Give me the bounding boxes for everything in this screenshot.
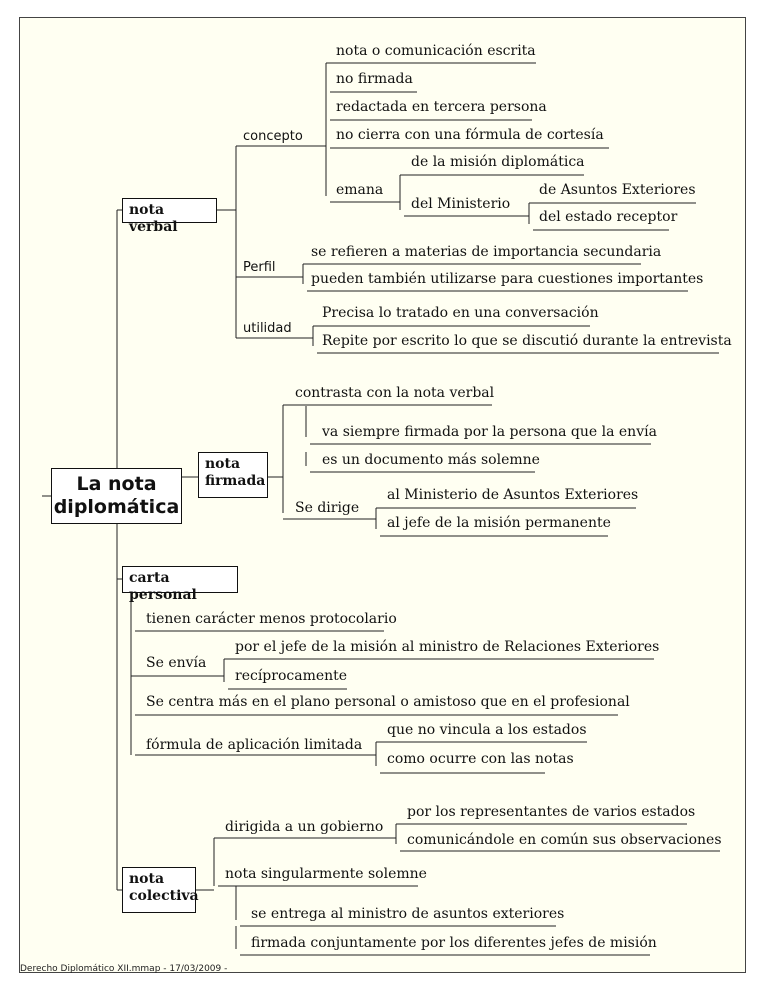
solemne-item-2: firmada conjuntamente por los diferentes jefes de misión — [251, 935, 657, 951]
se-dirige-item-2: al jefe de la misión permanente — [387, 515, 611, 531]
emana-mision: de la misión diplomática — [411, 154, 585, 170]
subtopic-concepto[interactable]: concepto — [243, 129, 303, 144]
nota-firmada-line-1: nota — [205, 456, 241, 472]
nota-colectiva-line-2: colectiva — [129, 888, 199, 904]
concepto-item-1: nota o comunicación escrita — [336, 43, 536, 59]
ministerio-item-2: del estado receptor — [539, 209, 678, 225]
root-line-1: La nota — [76, 473, 157, 495]
subtopic-perfil[interactable]: Perfil — [243, 260, 276, 275]
utilidad-item-1: Precisa lo tratado en una conversación — [322, 305, 599, 321]
ministerio-item-1: de Asuntos Exteriores — [539, 182, 696, 198]
subtopic-contrasta[interactable]: contrasta con la nota verbal — [295, 385, 495, 401]
topic-carta-personal[interactable]: carta personal — [122, 566, 238, 593]
se-envia-item-1: por el jefe de la misión al ministro de Relaciones Exteriores — [235, 639, 660, 655]
topic-nota-firmada[interactable] — [198, 452, 268, 498]
footer-filename: Derecho Diplomático XII.mmap - 17/03/2009 - — [20, 964, 228, 974]
subtopic-se-envia[interactable]: Se envía — [146, 655, 207, 671]
subtopic-solemne[interactable]: nota singularmente solemne — [225, 866, 427, 882]
subtopic-emana[interactable]: emana — [336, 182, 384, 198]
topic-nota-colectiva[interactable] — [122, 867, 199, 913]
subtopic-dirigida[interactable]: dirigida a un gobierno — [225, 819, 384, 835]
dirigida-item-1: por los representantes de varios estados — [407, 804, 696, 820]
root-topic[interactable] — [51, 468, 182, 524]
topic-nota-verbal[interactable]: nota verbal — [122, 198, 217, 223]
se-envia-item-2: recíprocamente — [235, 668, 348, 684]
carta-caracter: tienen carácter menos protocolario — [146, 611, 397, 627]
dirigida-item-2: comunicándole en común sus observaciones — [407, 832, 722, 848]
subtopic-del-ministerio[interactable]: del Ministerio — [411, 196, 511, 212]
subtopic-se-dirige[interactable]: Se dirige — [295, 500, 360, 516]
contrasta-item-1: va siempre firmada por la persona que la envía — [322, 424, 657, 440]
utilidad-item-2: Repite por escrito lo que se discutió durante la entrevista — [322, 333, 732, 349]
subtopic-utilidad[interactable]: utilidad — [243, 321, 292, 336]
concepto-item-4: no cierra con una fórmula de cortesía — [336, 127, 604, 143]
nota-colectiva-line-1: nota — [129, 871, 165, 887]
concepto-item-3: redactada en tercera persona — [336, 99, 547, 115]
nota-firmada-line-2: firmada — [205, 473, 266, 489]
perfil-item-2: pueden también utilizarse para cuestiones importantes — [311, 271, 704, 287]
se-dirige-item-1: al Ministerio de Asuntos Exteriores — [387, 487, 639, 503]
carta-centra: Se centra más en el plano personal o amistoso que en el profesional — [146, 694, 630, 710]
formula-item-1: que no vincula a los estados — [387, 722, 587, 738]
perfil-item-1: se refieren a materias de importancia secundaria — [311, 244, 662, 260]
formula-item-2: como ocurre con las notas — [387, 751, 574, 767]
contrasta-item-2: es un documento más solemne — [322, 452, 540, 468]
concepto-item-2: no firmada — [336, 71, 413, 87]
root-line-2: diplomática — [53, 496, 180, 518]
solemne-item-1: se entrega al ministro de asuntos exteriores — [251, 906, 565, 922]
subtopic-formula[interactable]: fórmula de aplicación limitada — [146, 737, 363, 753]
